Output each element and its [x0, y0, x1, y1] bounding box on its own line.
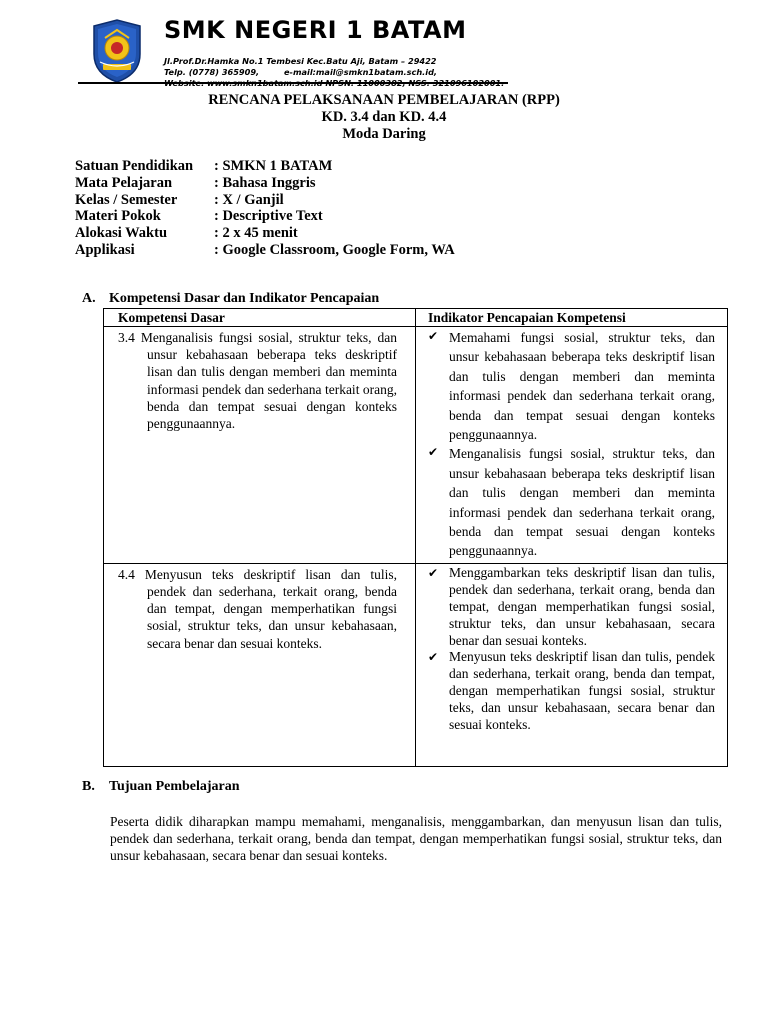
kd-text: 4.4 Menyusun teks deskriptif lisan dan tulis, pendek dan sederhana, terkait orang, benda dan tempat, dengan memperhatikan fungsi sosial, struktur teks, dan unsur kebahasaan, secara benar dan sesuai konteks. — [118, 566, 397, 651]
kd-cell — [104, 563, 416, 766]
indicator-text: Menganalisis fungsi sosial, struktur teks, dan unsur kebahasaan beberapa teks deskriptif lisan dan tulis dengan memberi dan meminta informasi pendek dan sederhana terkait orang, benda dan tempat sesuai dengan konteks penggunaannya. — [449, 446, 715, 559]
checkmark-icon: ✔ — [428, 445, 439, 460]
title-line-2: KD. 3.4 dan KD. 4.4 — [321, 109, 447, 125]
table-header-row — [104, 309, 728, 327]
identity-row — [75, 225, 455, 242]
document-title — [0, 92, 768, 143]
indicator-item — [428, 565, 715, 650]
kd-cell — [104, 327, 416, 564]
indicator-item — [428, 649, 715, 734]
identity-table — [75, 158, 455, 259]
identity-label: Mata Pelajaran — [75, 174, 173, 191]
indicator-cell — [416, 327, 728, 564]
table-row — [104, 327, 728, 564]
indicator-cell — [416, 563, 728, 766]
identity-value: : Descriptive Text — [214, 208, 323, 225]
school-crest-icon — [90, 18, 144, 84]
section-letter: A. — [82, 291, 96, 306]
indicator-text: Memahami fungsi sosial, struktur teks, dan unsur kebahasaan beberapa teks deskriptif lisan dan tulis dengan memberi dan meminta informasi pendek dan sederhana terkait orang, benda dan tempat sesuai dengan konteks penggunaannya. — [449, 330, 715, 443]
indicator-text: Menyusun teks deskriptif lisan dan tulis, pendek dan sederhana, terkait orang, benda dan tempat, dengan memperhatikan fungsi sosial, struktur teks, dan unsur kebahasaan, secara benar dan sesuai konteks. — [449, 649, 715, 733]
identity-value: : X / Ganjil — [214, 191, 284, 208]
identity-label: Alokasi Waktu — [75, 225, 168, 242]
checkmark-icon: ✔ — [428, 329, 439, 343]
identity-row — [75, 208, 455, 225]
section-title: Tujuan Pembelajaran — [109, 779, 240, 794]
school-name: SMK NEGERI 1 BATAM — [164, 16, 467, 44]
school-address: Jl.Prof.Dr.Hamka No.1 Tembesi Kec.Batu Aji, Batam – 29422 — [164, 56, 437, 66]
checkmark-icon: ✔ — [428, 565, 439, 580]
section-letter: B. — [82, 779, 95, 794]
identity-label: Materi Pokok — [75, 208, 161, 225]
identity-row — [75, 242, 455, 259]
competency-table — [103, 308, 728, 767]
kd-text: 3.4 Menganalisis fungsi sosial, struktur teks, dan unsur kebahasaan beberapa teks deskriptif lisan dan tulis dengan memberi dan meminta informasi pendek dan sederhana terkait orang, benda dan tempat sesuai dengan konteks penggunaannya. — [118, 330, 397, 432]
school-phone: Telp. (0778) 365909, — [164, 67, 260, 77]
indicator-text: Menggambarkan teks deskriptif lisan dan tulis, pendek dan sederhana, terkait orang, benda dan tempat, dengan memperhatikan fungsi sosial, struktur teks, dan unsur kebahasaan, secara benar dan sesuai konteks. — [449, 564, 715, 648]
checkmark-icon: ✔ — [428, 650, 439, 665]
identity-row — [75, 192, 455, 209]
school-email: e-mail:mail@smkn1batam.sch.id, — [284, 67, 438, 77]
identity-row — [75, 175, 455, 192]
title-line-1: RENCANA PELAKSANAAN PEMBELAJARAN (RPP) — [208, 92, 560, 108]
table-row — [104, 563, 728, 766]
column-header-kd: Kompetensi Dasar — [104, 309, 416, 327]
identity-label: Kelas / Semester — [75, 191, 178, 208]
school-contact — [164, 67, 437, 77]
title-line-3: Moda Daring — [342, 126, 426, 142]
identity-label: Satuan Pendidikan — [75, 158, 194, 174]
indicator-item — [428, 444, 715, 560]
identity-value: : Bahasa Inggris — [214, 174, 316, 191]
identity-value: : Google Classroom, Google Form, WA — [214, 241, 455, 258]
identity-label: Applikasi — [75, 241, 135, 258]
column-header-indicator: Indikator Pencapaian Kompetensi — [416, 309, 728, 327]
identity-value: : SMKN 1 BATAM — [214, 158, 333, 174]
identity-value: : 2 x 45 menit — [214, 225, 298, 242]
section-title: Kompetensi Dasar dan Indikator Pencapaian — [109, 291, 380, 306]
learning-objective-text: Peserta didik diharapkan mampu memahami, menganalisis, menggambarkan, dan menyusun lisan dan tulis, pendek dan sederhana, terkait orang, benda dan tempat, dengan memperhatikan fungsi sosial, struktur teks, dan unsur kebahasaan, secara benar dan sesuai konteks. — [110, 814, 722, 863]
section-b-heading — [82, 779, 240, 795]
header-divider — [78, 82, 508, 84]
indicator-item — [428, 328, 715, 444]
section-a-heading — [82, 291, 379, 307]
identity-row — [75, 158, 455, 175]
letterhead — [84, 14, 510, 86]
